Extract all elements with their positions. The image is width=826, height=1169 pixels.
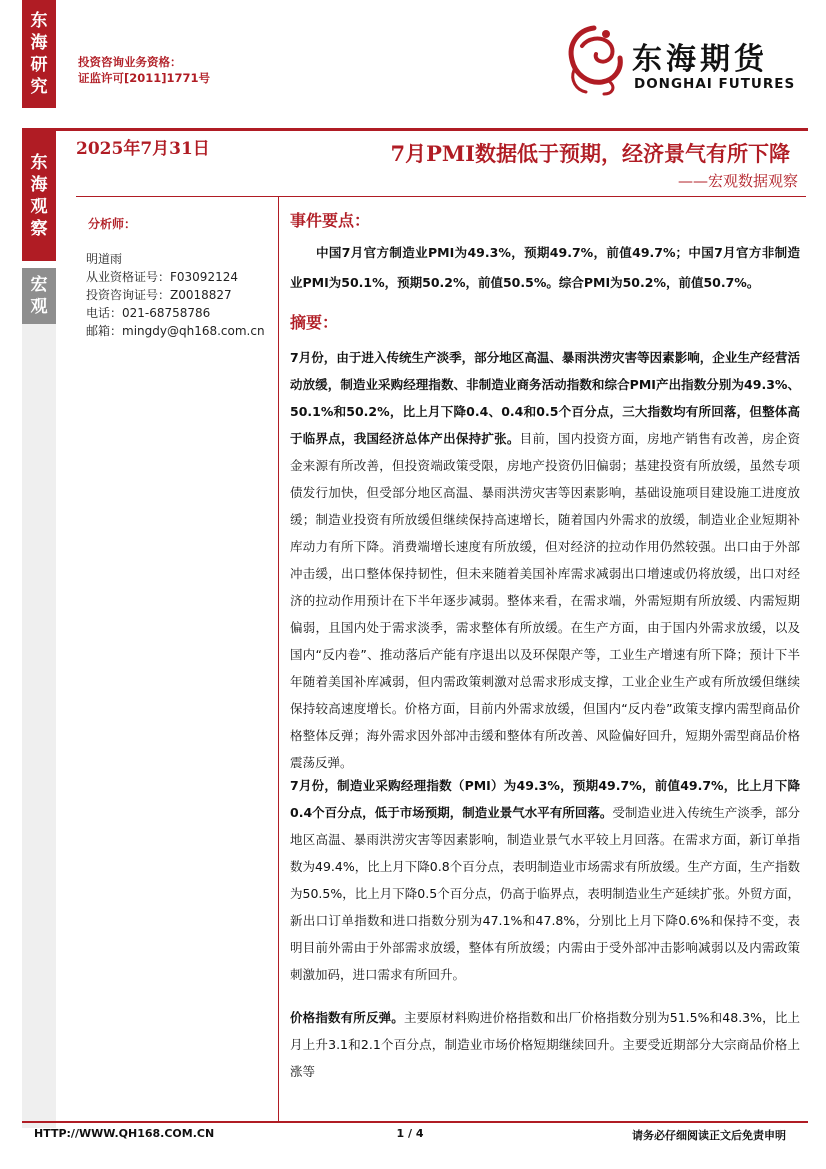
brand-tab-char: 究 bbox=[30, 77, 48, 97]
page-subtitle: ——宏观数据观察 bbox=[677, 172, 798, 190]
title-divider bbox=[76, 196, 806, 197]
tab-char: 东 bbox=[30, 153, 48, 173]
sidebar-gray-strip bbox=[22, 324, 56, 1128]
p2-lead: 7月份，制造业采购经理指数（PMI）为49.3%，预期49.7%，前值49.7%，比上月下降0.4个百分点，低于市场预期，制造业景气水平有所回落。 bbox=[290, 778, 800, 820]
header-divider bbox=[22, 128, 808, 131]
brand-tab-char: 海 bbox=[30, 33, 48, 53]
p1-lead: 7月份，由于进入传统生产淡季，部分地区高温、暴雨洪涝灾害等因素影响，企业生产经营活动放缓，制造业采购经理指数、非制造业商务活动指数和综合PMI产出指数分别为49.3%、50.1%和50.2%，比上月下降0.4、0.4和0.5个百分点，三大指数均有所回落，但整体高于临界点，我国经济总体产出保持扩张。 bbox=[290, 350, 800, 446]
license-line-2: 证监许可[2011]1771号 bbox=[78, 71, 211, 85]
summary-paragraph-1 bbox=[290, 344, 800, 776]
license-line-1: 投资咨询业务资格： bbox=[78, 55, 182, 69]
report-date: 2025年7月31日 bbox=[76, 139, 210, 159]
footer-url[interactable]: HTTP://WWW.QH168.COM.CN bbox=[34, 1127, 215, 1140]
page-title: 7月PMI数据低于预期，经济景气有所下降 bbox=[390, 141, 790, 166]
analyst-phone: 电话：021-68758786 bbox=[86, 306, 211, 320]
brand-tab-char: 东 bbox=[30, 11, 48, 31]
summary-section-title: 摘要： bbox=[290, 313, 339, 332]
tab-char: 察 bbox=[30, 219, 48, 239]
brand-tab-research bbox=[22, 0, 56, 108]
tab-macro bbox=[22, 268, 56, 324]
footer-disclaimer: 请务必仔细阅读正文后免责申明 bbox=[632, 1129, 786, 1142]
analyst-email: 邮箱：mingdy@qh168.com.cn bbox=[86, 324, 265, 338]
p2-body: 受制造业进入传统生产淡季，部分地区高温、暴雨洪涝灾害等因素影响，制造业景气水平较上月回落。在需求方面，新订单指数为49.4%，比上月下降0.8个百分点，表明制造业市场需求有所放缓。生产方面，生产指数为50.5%，比上月下降0.5个百分点，仍高于临界点，表明制造业生产延续扩张。外贸方面，新出口订单指数和进口指数分别为47.1%和47.8%，分别比上月下降0.6%和保持不变，表明目前外需由于外部需求放缓，整体有所放缓；内需由于受外部冲击影响减弱以及内需政策刺激加码，进口需求有所回升。 bbox=[290, 805, 800, 982]
footer-divider bbox=[22, 1121, 808, 1123]
analyst-name: 明道雨 bbox=[86, 252, 123, 266]
tab-donghai-observe bbox=[22, 131, 56, 261]
tab-char: 观 bbox=[30, 197, 48, 217]
summary-paragraph-2 bbox=[290, 772, 800, 988]
logo-english-text: DONGHAI FUTURES bbox=[634, 76, 796, 92]
p1-body: 目前，国内投资方面，房地产销售有改善，房企资金来源有所改善，但投资端政策受限，房地产投资仍旧偏弱；基建投资有所放缓，虽然专项债发行加快，但受部分地区高温、暴雨洪涝灾害等因素影响，基础设施项目建设施工进度放缓；制造业投资有所放缓但继续保持高速增长，随着国内外需求的放缓，制造业企业短期补库动力有所下降。消费端增长速度有所放缓，但对经济的拉动作用仍然较强。出口由于外部冲击缓，出口整体保持韧性，但未来随着美国补库需求减弱出口增速或仍将放缓，出口对经济的拉动作用预计在下半年逐步减弱。整体来看，在需求端，外需短期有所放缓、内需短期偏弱，且国内处于需求淡季，需求整体有所放缓。在生产方面，由于国内外需求放缓，以及国内“反内卷”、推动落后产能有序退出以及环保限产等，工业生产增速有所下降；预计下半年随着美国补库减弱，但内需政策刺激对总需求形成支撑，工业企业生产或有所放缓但继续保持较高速度增长。价格方面，目前内外需求放缓，但国内“反内卷”政策支撑内需型商品价格整体反弹；海外需求因外部冲击缓和整体有所改善、风险偏好回升，短期外需型商品价格震荡反弹。 bbox=[290, 431, 800, 770]
event-paragraph bbox=[290, 238, 800, 298]
p3-body: 主要原材料购进价格指数和出厂价格指数分别为51.5%和48.3%，比上月上升3.1和2.1个百分点，制造业市场价格短期继续回升。主要受近期部分大宗商品价格上涨等 bbox=[290, 1010, 800, 1079]
page-number: 1 / 4 bbox=[396, 1127, 424, 1140]
analyst-label: 分析师： bbox=[88, 217, 137, 231]
event-text: 中国7月官方制造业PMI为49.3%，预期49.7%，前值49.7%；中国7月官方非制造业PMI为50.1%，预期50.2%，前值50.5%。综合PMI为50.2%，前值50.7%。 bbox=[290, 245, 800, 290]
company-logo bbox=[560, 22, 800, 100]
dragon-emblem-icon bbox=[560, 22, 628, 96]
analyst-cert: 从业资格证号：F03092124 bbox=[86, 270, 238, 284]
analyst-info bbox=[86, 250, 272, 340]
summary-paragraph-3 bbox=[290, 1004, 800, 1085]
logo-chinese-text: 东海期货 bbox=[632, 42, 768, 77]
tab-char: 海 bbox=[30, 175, 48, 195]
brand-tab-char: 研 bbox=[30, 55, 48, 75]
p3-lead: 价格指数有所反弹。 bbox=[290, 1010, 404, 1025]
event-section-title: 事件要点： bbox=[290, 211, 371, 230]
tab-char: 宏 bbox=[30, 275, 48, 295]
tab-char: 观 bbox=[30, 297, 48, 317]
analyst-consult: 投资咨询证号：Z0018827 bbox=[86, 288, 232, 302]
column-divider bbox=[278, 196, 279, 1121]
